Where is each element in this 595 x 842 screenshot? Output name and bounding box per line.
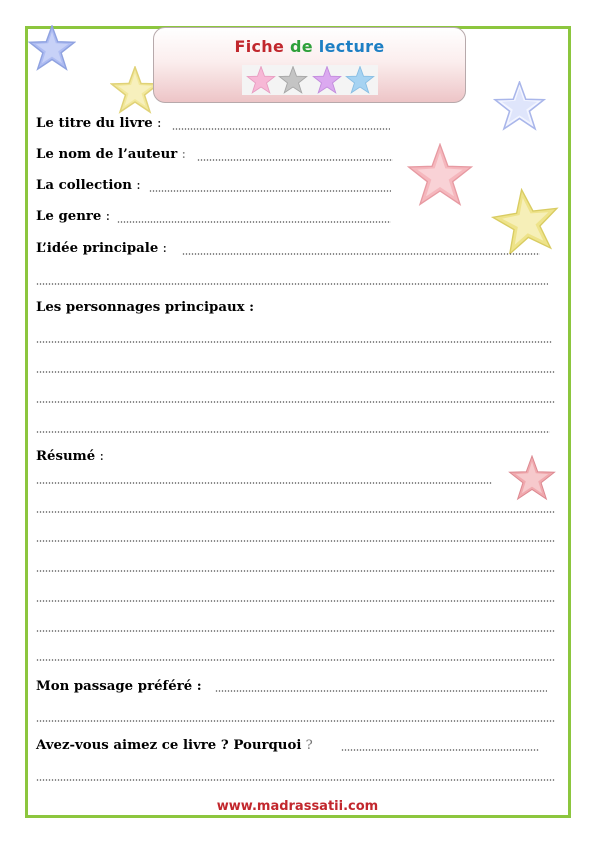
field-titre-input-line[interactable] xyxy=(172,128,390,130)
field-titre-colon: : xyxy=(157,116,162,131)
blue-star-icon xyxy=(28,25,76,71)
page-border xyxy=(25,26,571,818)
field-idee-colon: : xyxy=(162,241,167,256)
title-word-fiche: Fiche xyxy=(234,37,285,56)
yellow-star-large-icon xyxy=(490,188,562,254)
resume-line-6[interactable] xyxy=(36,630,555,632)
pink-star-icon xyxy=(406,143,474,207)
pink-star-small-icon xyxy=(507,455,557,501)
field-avis-input-line-2[interactable] xyxy=(36,779,555,781)
field-auteur xyxy=(36,147,186,165)
field-genre-colon: : xyxy=(105,209,111,224)
resume-line-1[interactable] xyxy=(36,482,492,484)
field-passage-label: Mon passage préféré : xyxy=(36,679,202,694)
field-collection-label: La collection xyxy=(36,178,132,193)
resume-line-7[interactable] xyxy=(36,659,555,661)
field-avis-label: Avez-vous aimez ce livre ? Pourquoi xyxy=(36,738,302,753)
title-banner xyxy=(153,27,466,103)
resume-line-2[interactable] xyxy=(36,511,555,513)
resume-line-4[interactable] xyxy=(36,570,555,572)
field-idee xyxy=(36,241,167,259)
field-passage xyxy=(36,679,202,697)
field-idee-input-line-2[interactable] xyxy=(36,283,548,285)
field-passage-input-line-2[interactable] xyxy=(36,720,555,722)
mini-pink-star-icon xyxy=(246,66,276,94)
field-genre-label: Le genre xyxy=(36,209,102,224)
field-avis-question-mark: ? xyxy=(305,738,313,753)
personnages-line-1[interactable] xyxy=(36,341,552,343)
field-collection-input-line[interactable] xyxy=(149,190,391,192)
resume-line-5[interactable] xyxy=(36,600,555,602)
field-idee-input-line[interactable] xyxy=(182,253,540,255)
personnages-line-2[interactable] xyxy=(36,371,555,373)
section-resume-label: Résumé xyxy=(36,449,96,464)
field-genre xyxy=(36,209,110,227)
personnages-line-3[interactable] xyxy=(36,401,555,403)
mini-blue-star-icon xyxy=(345,66,375,94)
website-link[interactable]: www.madrassatii.com xyxy=(216,799,379,814)
page-title xyxy=(154,37,465,56)
title-word-lecture: lecture xyxy=(318,37,385,56)
field-titre-label: Le titre du livre xyxy=(36,116,153,131)
section-personnages xyxy=(36,300,254,318)
field-idee-label: L’idée principale xyxy=(36,241,159,256)
title-word-de: de xyxy=(290,37,313,56)
field-auteur-input-line[interactable] xyxy=(197,159,393,161)
mini-purple-star-icon xyxy=(312,66,342,94)
mini-stars-strip xyxy=(242,65,378,95)
field-avis xyxy=(36,738,313,756)
resume-line-3[interactable] xyxy=(36,540,555,542)
mini-gray-star-icon xyxy=(278,66,308,94)
field-auteur-colon: : xyxy=(181,147,187,162)
section-resume xyxy=(36,449,104,467)
section-resume-colon: : xyxy=(99,449,104,464)
field-collection-colon: : xyxy=(136,178,141,193)
field-titre xyxy=(36,116,161,134)
field-avis-input-line[interactable] xyxy=(341,749,539,751)
white-star-icon xyxy=(493,81,546,131)
personnages-line-4[interactable] xyxy=(36,431,550,433)
field-genre-input-line[interactable] xyxy=(117,221,391,223)
section-personnages-label: Les personnages principaux : xyxy=(36,300,255,315)
field-collection xyxy=(36,178,141,196)
field-auteur-label: Le nom de l’auteur xyxy=(36,147,178,162)
field-passage-input-line[interactable] xyxy=(215,690,547,692)
